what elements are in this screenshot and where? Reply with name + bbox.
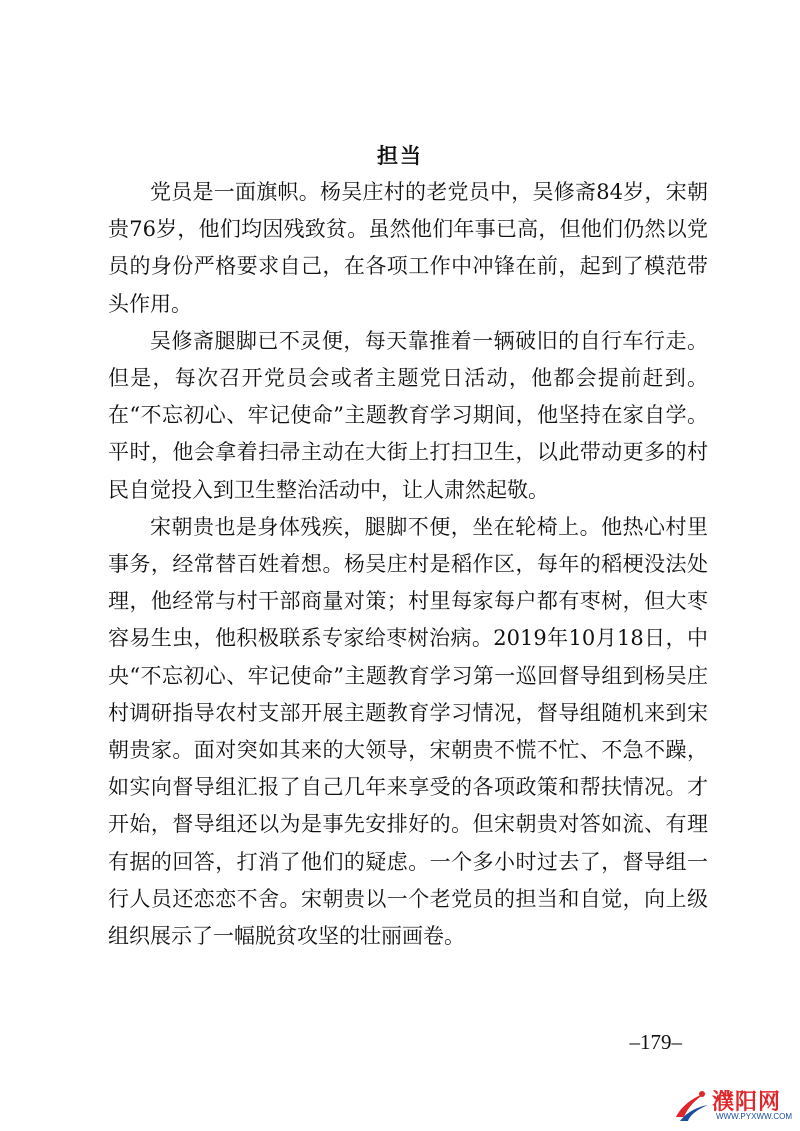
watermark-site-url: WWW.PYXWW.COM bbox=[716, 1112, 792, 1121]
site-watermark bbox=[672, 1085, 794, 1125]
page-title: 担当 bbox=[377, 144, 423, 168]
watermark-site-name: 濮阳网 bbox=[712, 1090, 782, 1115]
paragraph-1: 党员是一面旗帜。杨吴庄村的老党员中，吴修斋84岁，宋朝贵76岁，他们均因残致贫。虽然他们年事已高，但他们仍然以党员的身份严格要求自己，在各项工作中冲锋在前，起到了模范带头作用。 bbox=[108, 180, 708, 316]
paragraph-3: 宋朝贵也是身体残疾，腿脚不便，坐在轮椅上。他热心村里事务，经常替百姓着想。杨吴庄村是稻作区，每年的稻梗没法处理，他经常与村干部商量对策；村里每家每户都有枣树，但大枣容易生虫，他积极联系专家给枣树治病。2019年10月18日，中央“不忘初心、牢记使命”主题教育学习第一巡回督导组到杨吴庄村调研指导农村支部开展主题教育学习情况，督导组随机来到宋朝贵家。面对突如其来的大领导，宋朝贵不慌不忙、不急不躁，如实向督导组汇报了自己几年来享受的各项政策和帮扶情况。才开始，督导组还以为是事先安排好的。但宋朝贵对答如流、有理有据的回答，打消了他们的疑虑。一个多小时过去了，督导组一行人员还恋恋不舍。宋朝贵以一个老党员的担当和自觉，向上级组织展示了一幅脱贫攻坚的壮丽画卷。 bbox=[108, 514, 708, 949]
page-number: –179– bbox=[629, 1030, 682, 1054]
paragraph-2: 吴修斋腿脚已不灵便，每天靠推着一辆破旧的自行车行走。但是，每次召开党员会或者主题党日活动，他都会提前赶到。在“不忘初心、牢记使命”主题教育学习期间，他坚持在家自学。平时，他会拿着扫帚主动在大街上打扫卫生，以此带动更多的村民自觉投入到卫生整治活动中，让人肃然起敬。 bbox=[108, 328, 708, 502]
body-text bbox=[108, 174, 708, 955]
pyxww-logo-icon bbox=[672, 1087, 710, 1123]
